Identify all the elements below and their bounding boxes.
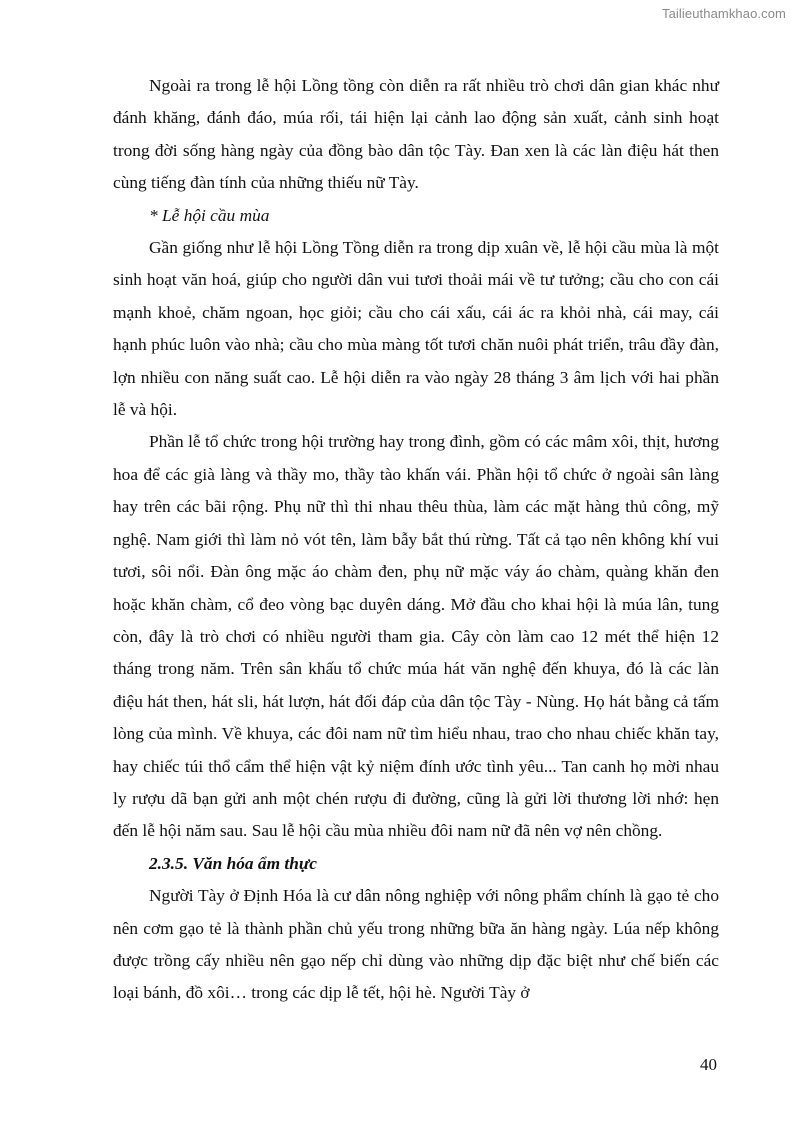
section-heading-cuisine: 2.3.5. Văn hóa ẩm thực: [149, 853, 317, 873]
subheading-cau-mua-festival: * Lễ hội cầu mùa: [149, 205, 270, 225]
watermark-text: Tailieuthamkhao.com: [661, 6, 786, 21]
paragraph-cau-mua-intro: Gần giống như lễ hội Lồng Tồng diễn ra trong dịp xuân về, lễ hội cầu mùa là một sinh hoạt văn hoá, giúp cho người dân vui tươi thoải mái về tư tưởng; cầu cho con cái mạnh khoẻ, chăm ngoan, học giỏi; cầu cho cái xấu, cái ác ra khỏi nhà, cái may, cái hạnh phúc luôn vào nhà; cầu cho mùa màng tốt tươi chăn nuôi phát triển, trâu đầy đàn, lợn nhiều con năng suất cao. Lễ hội diễn ra vào ngày 28 tháng 3 âm lịch với hai phần lễ và hội.: [113, 238, 719, 420]
document-body: [113, 70, 719, 1010]
paragraph-long-tong-games: Ngoài ra trong lễ hội Lồng tồng còn diễn ra rất nhiều trò chơi dân gian khác như đánh khăng, đánh đáo, múa rối, tái hiện lại cảnh lao động sản xuất, cảnh sinh hoạt trong đời sống hàng ngày của đồng bào dân tộc Tày. Đan xen là các làn điệu hát then cùng tiếng đàn tính của những thiếu nữ Tày.: [113, 76, 719, 193]
paragraph-cuisine-intro: Người Tày ở Định Hóa là cư dân nông nghiệp với nông phẩm chính là gạo tẻ cho nên cơm gạo tẻ là thành phần chủ yếu trong những bữa ăn hàng ngày. Lúa nếp không được trồng cấy nhiều nên gạo nếp chỉ dùng vào những dịp đặc biệt như chế biến các loại bánh, đồ xôi… trong các dịp lễ tết, hội hè. Người Tày ở: [113, 886, 719, 1003]
page-number: 40: [700, 1055, 717, 1074]
paragraph-cau-mua-rituals: Phần lễ tổ chức trong hội trường hay trong đình, gồm có các mâm xôi, thịt, hương hoa để các già làng và thầy mo, thầy tào khấn vái. Phần hội tổ chức ở ngoài sân làng hay trên các bãi rộng. Phụ nữ thì thi nhau thêu thùa, làm các mặt hàng thủ công, mỹ nghệ. Nam giới thì làm nỏ vót tên, làm bẫy bắt thú rừng. Tất cả tạo nên không khí vui tươi, sôi nổi. Đàn ông mặc áo chàm đen, phụ nữ mặc váy áo chàm, quàng khăn đen hoặc khăn chàm, cổ đeo vòng bạc duyên dáng. Mở đầu cho khai hội là múa lân, tung còn, đây là trò chơi có nhiều người tham gia. Cây còn làm cao 12 mét thể hiện 12 tháng trong năm. Trên sân khấu tổ chức múa hát văn nghệ đến khuya, đó là các làn điệu hát then, hát sli, hát lượn, hát đối đáp của dân tộc Tày - Nùng. Họ hát bằng cả tấm lòng của mình. Về khuya, các đôi nam nữ tìm hiểu nhau, trao cho nhau chiếc khăn tay, hay chiếc túi thổ cẩm thể hiện vật kỷ niệm đính ước tình yêu... Tan canh họ mời nhau ly rượu dã bạn gửi anh một chén rượu đi đường, cũng là gửi lời thương lời nhớ: hẹn đến lễ hội năm sau. Sau lễ hội cầu mùa nhiều đôi nam nữ đã nên vợ nên chồng.: [113, 432, 719, 841]
